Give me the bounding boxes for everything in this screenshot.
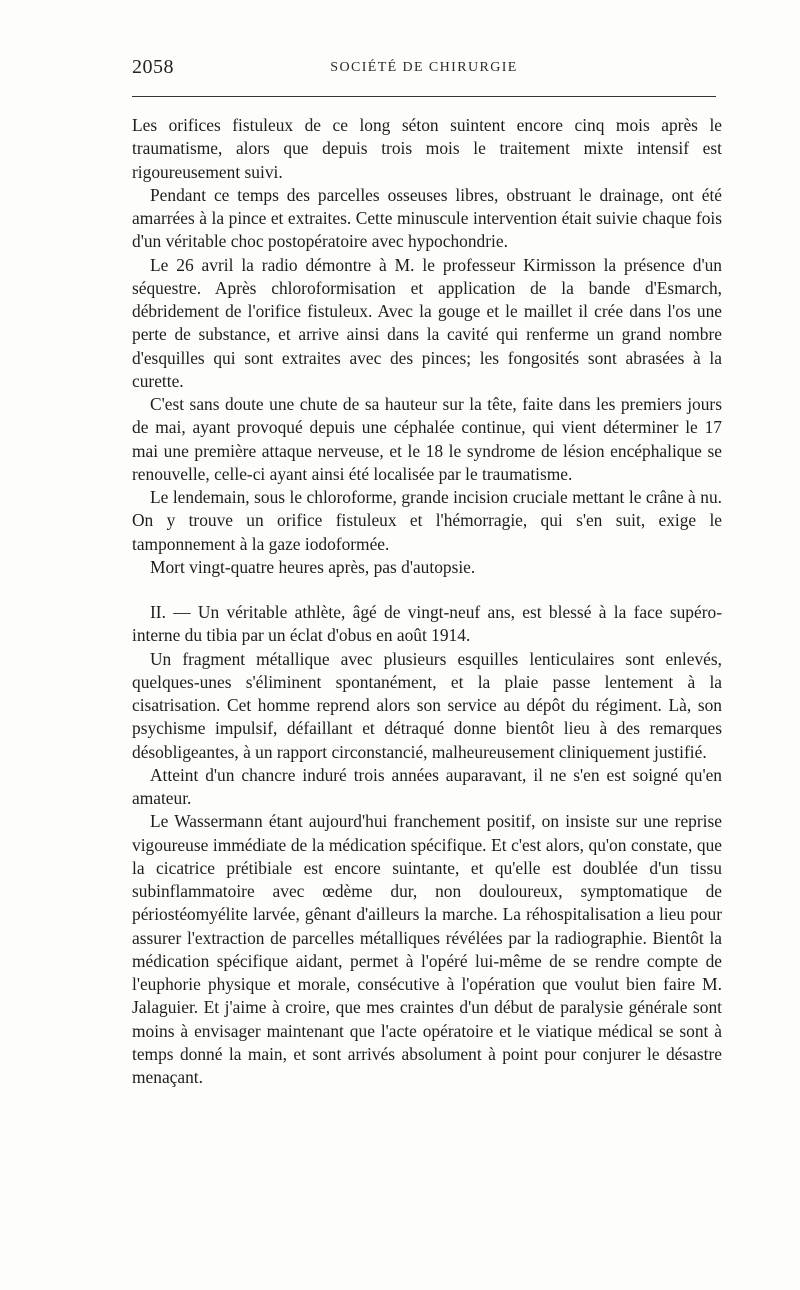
paragraph: Le lendemain, sous le chloroforme, grande incision cruciale mettant le crâne à nu. On y trouve un orifice fistuleux et l'hémorragie, qui s'en suit, exige le tamponnement à la gaze iodoformée. xyxy=(132,487,722,554)
section-gap xyxy=(132,579,722,601)
running-title: SOCIÉTÉ DE CHIRURGIE xyxy=(330,60,518,75)
paragraph: Atteint d'un chancre induré trois années auparavant, il ne s'en est soigné qu'en amateur. xyxy=(132,764,722,808)
paragraph: Un fragment métallique avec plusieurs esquilles lenticulaires sont enlevés, quelques-unes s'éliminent spontanément, et la plaie passe lentement à la cisatrisation. Cet homme reprend alors son service au dépôt du régiment. Là, son psychisme impulsif, défaillant et détraqué donne bientôt lieu à des remarques désobligeantes, à un rapport circonstancié, malheureusement cliniquement justifié. xyxy=(132,648,722,762)
paragraph: Pendant ce temps des parcelles osseuses libres, obstruant le drainage, ont été amarrées à la pince et extraites. Cette minuscule intervention était suivie chaque fois d'un véritable choc postopératoire avec hypochondrie. xyxy=(132,184,722,252)
page-header xyxy=(132,56,716,84)
paragraph: Le 26 avril la radio démontre à M. le professeur Kirmisson la présence d'un séquestre. Après chloroformisation et application de la bande d'Esmarch, débridement de l'orifice fistuleux. Avec la gouge et le maillet il crée dans l'os une perte de substance, et arrive ainsi dans la cavité qui renferme un grand nombre d'esquilles qui sont extraites avec des pinces; les fongosités sont abrasées à la curette. xyxy=(132,254,722,391)
paragraph: Mort vingt-quatre heures après, pas d'autopsie. xyxy=(150,556,476,577)
paragraph: II. — Un véritable athlète, âgé de vingt-neuf ans, est blessé à la face supéro-interne du tibia par un éclat d'obus en août 1914. xyxy=(132,602,722,646)
body-text xyxy=(132,114,722,1089)
paragraph: Les orifices fistuleux de ce long séton suintent encore cinq mois après le traumatisme, alors que depuis trois mois le traitement mixte intensif est rigoureusement suivi. xyxy=(132,115,722,182)
header-rule xyxy=(132,96,716,97)
paragraph: C'est sans doute une chute de sa hauteur sur la tête, faite dans les premiers jours de mai, ayant provoqué depuis une céphalée continue, qui vient déterminer le 17 mai une première attaque nerveuse, et le 18 le syndrome de lésion encéphalique se renouvelle, celle-ci ayant ainsi été localisée par le traumatisme. xyxy=(132,394,722,484)
paragraph: Le Wassermann étant aujourd'hui franchement positif, on insiste sur une reprise vigoureuse immédiate de la médication spécifique. Et c'est alors, qu'on constate, que la cicatrice prétibiale est encore suintante, et qu'elle est doublée d'un tissu subinflammatoire avec œdème dur, non douloureux, symptomatique de périostéomyélite larvée, gênant d'ailleurs la marche. La réhospitalisation a lieu pour assurer l'extraction de parcelles métalliques révélées par la radiographie. Bientôt la médication spécifique aidant, permet à l'opéré lui-même de se rendre compte de l'euphorie physique et morale, consécutive à l'opération que voulut bien faire M. Jalaguier. Et j'aime à croire, que mes craintes d'un début de paralysie générale sont moins à envisager maintenant que l'acte opératoire et le viatique médical se sont à temps donné la main, et sont arrivés absolument à point pour conjurer le désastre menaçant. xyxy=(132,811,722,1087)
page-number: 2058 xyxy=(132,56,174,78)
